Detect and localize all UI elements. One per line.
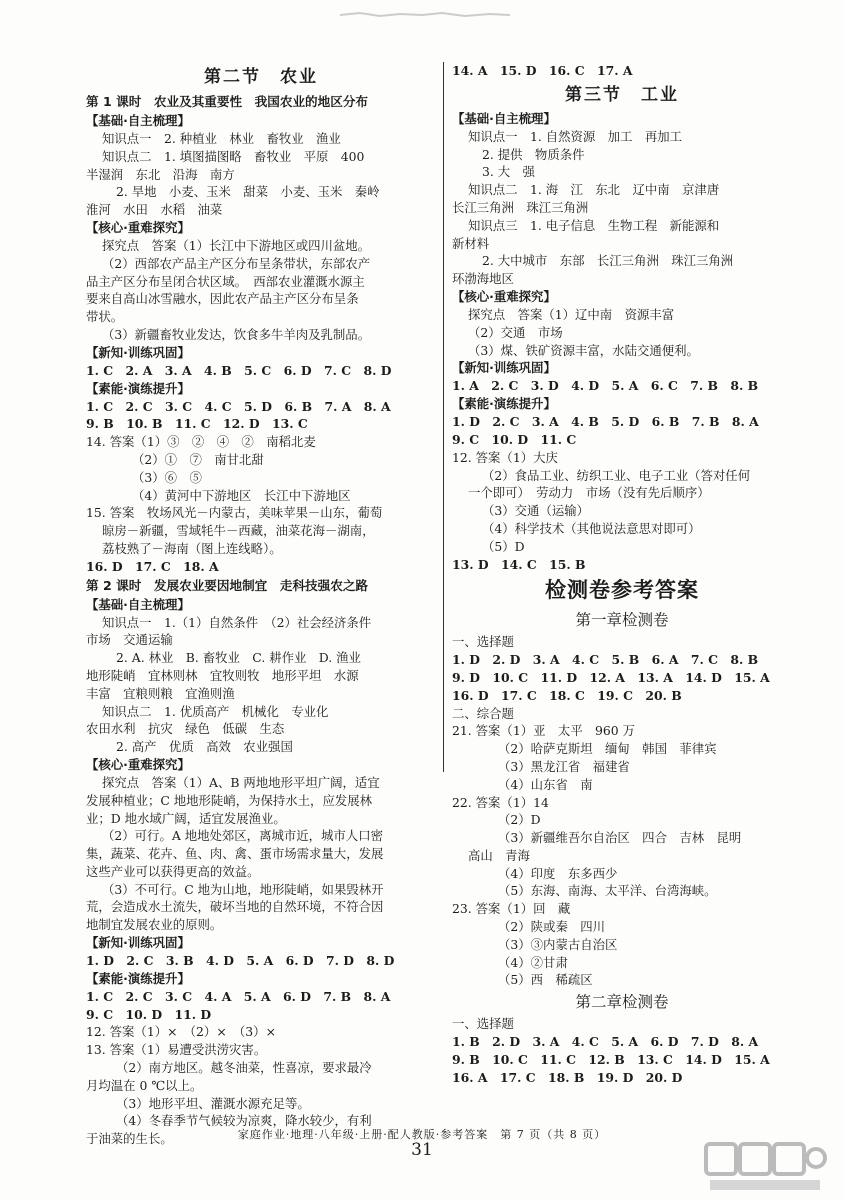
page-number: 31: [411, 1140, 433, 1160]
text-line: （2）食品工业、纺织工业、电子工业（答对任何: [482, 467, 751, 483]
section-heading: 第二章检测卷: [575, 993, 669, 1012]
text-line: （4）冬春季节气候较为凉爽，降水较少，有利: [116, 1113, 372, 1129]
text-line: （5）西 稀疏区: [498, 972, 593, 988]
text-line: （5）东海、南海、太平洋、台湾海峡。: [498, 883, 717, 899]
text-line: 品主产区分布呈闭合状区域。 西部农业灌溉水源主: [86, 273, 365, 289]
text-line: 知识点二 1. 填图描图略 畜牧业 平原 400: [102, 148, 365, 164]
section-heading: 【核心·重难探究】: [86, 756, 190, 772]
answer-line: 1. B 2. D 3. A 4. C 5. A 6. D 7. D 8. A: [452, 1034, 759, 1050]
text-line: （2）交通 市场: [468, 324, 563, 340]
text-line: （3）不可行。C 地为山地，地形陡峭，如果毁林开: [102, 881, 384, 897]
text-line: 于油菜的生长。: [86, 1131, 173, 1147]
text-line: 2. A. 林业 B. 畜牧业 C. 耕作业 D. 渔业: [116, 650, 361, 666]
text-line: 知识点三 1. 电子信息 生物工程 新能源和: [468, 217, 720, 233]
text-line: （3）新疆畜牧业发达，饮食多牛羊肉及乳制品。: [102, 326, 371, 342]
text-line: （2）D: [498, 812, 541, 828]
text-line: （2）南方地区。越冬油菜，性喜凉，要求最冷: [116, 1060, 372, 1076]
answer-line: 14. A 15. D 16. C 17. A: [452, 63, 633, 78]
section-heading: 【素能·演练提升】: [86, 380, 190, 396]
text-line: 知识点二 1. 海 江 东北 辽中南 京津唐: [468, 182, 720, 198]
text-line: 淮河 水田 水稻 油菜: [86, 202, 223, 218]
text-line: 13. 答案（1）易遭受洪涝灾害。: [86, 1042, 267, 1058]
text-line: （3）煤、铁矿资源丰富，水陆交通便利。: [468, 342, 699, 358]
text-line: 地形陡峭 宜林则林 宜牧则牧 地形平坦 水源: [86, 667, 359, 683]
answer-line: 1. C 2. C 3. C 4. C 5. D 6. B 7. A 8. A: [86, 398, 391, 414]
answer-line: 16. D 17. C 18. C 19. C 20. B: [452, 687, 682, 703]
text-line: 2. 大中城市 东部 长江三角洲 珠江三角洲: [482, 253, 734, 269]
text-line: 22. 答案（1）14: [452, 794, 549, 810]
text-line: 探究点 答案（1）长江中下游地区或四川盆地。: [102, 237, 371, 253]
text-line: 发展种植业；C 地地形陡峭，为保持水土，应发展林: [86, 792, 373, 808]
text-line: 要来自高山冰雪融水，因此农产品主产区分布呈条: [86, 291, 359, 307]
text-line: 一、选择题: [452, 1016, 514, 1032]
section-heading: 【新知·训练巩固】: [86, 935, 190, 951]
text-line: 晾房－新疆，雪域牦牛－西藏，油菜花海－湖南，: [102, 523, 375, 539]
text-line: （4）②甘肃: [498, 954, 568, 970]
text-line: 月均温在 0 ℃以上。: [86, 1077, 203, 1093]
text-line: 15. 答案 牧场风光－内蒙古，美味苹果－山东，葡萄: [86, 505, 383, 521]
answer-line: 9. B 10. B 11. C 12. D 13. C: [86, 416, 308, 432]
text-line: 这些产业可以获得更高的效益。: [86, 863, 260, 879]
answer-line: 16. D 17. C 18. A: [86, 558, 219, 574]
right-column: [452, 62, 792, 1086]
text-line: 环渤海地区: [452, 271, 514, 287]
answer-line: 9. C 10. D 11. C: [452, 431, 577, 447]
text-line: 一、选择题: [452, 634, 514, 650]
text-line: 12. 答案（1）大庆: [452, 449, 558, 465]
text-line: 高山 青海: [468, 847, 530, 863]
answer-line: 9. B 10. C 11. C 12. B 13. C 14. D 15. A: [452, 1051, 770, 1067]
section-heading: 【新知·训练巩固】: [452, 360, 556, 376]
section-heading: 检测卷参考答案: [545, 578, 699, 603]
section-heading: 【素能·演练提升】: [86, 970, 190, 986]
text-line: 市场 交通运输: [86, 632, 173, 648]
text-line: 知识点二 1. 优质高产 机械化 专业化: [102, 703, 329, 719]
text-line: 荔枝熟了－海南（图上连线略）。: [102, 540, 282, 556]
text-line: （3）③内蒙古自治区: [498, 936, 618, 952]
text-line: 农田水利 抗灾 绿色 低碳 生态: [86, 721, 285, 737]
section-heading: 【基础·自主梳理】: [86, 596, 190, 612]
text-line: （2）哈萨克斯坦 缅甸 韩国 菲律宾: [498, 741, 717, 757]
section-heading: 【核心·重难探究】: [86, 219, 190, 235]
text-line: 探究点 答案（1）辽中南 资源丰富: [468, 306, 675, 322]
section-heading: 【素能·演练提升】: [452, 396, 556, 412]
page-footer: 家庭作业·地理·八年级·上册·配人教版·参考答案 第 7 页（共 8 页）: [237, 1128, 607, 1141]
text-line: 知识点一 1. 自然资源 加工 再加工: [468, 128, 683, 144]
answer-line: 1. A 2. C 3. D 4. D 5. A 6. C 7. B 8. B: [452, 378, 759, 394]
answer-line: 1. D 2. C 3. B 4. D 5. A 6. D 7. D 8. D: [86, 953, 395, 969]
text-line: 2. 旱地 小麦、玉米 甜菜 小麦、玉米 秦岭: [116, 184, 380, 200]
answer-line: 16. A 17. C 18. B 19. D 20. D: [452, 1069, 683, 1085]
text-line: （5）D: [482, 538, 525, 554]
text-line: （4）黄河中下游地区 长江中下游地区: [132, 487, 351, 503]
section-heading: 第 1 课时 农业及其重要性 我国农业的地区分布: [86, 94, 369, 109]
text-line: 探究点 答案（1）A、B 两地地形平坦广阔，适宜: [102, 774, 380, 790]
answer-line: 1. D 2. D 3. A 4. C 5. B 6. A 7. C 8. B: [452, 652, 759, 668]
text-line: （4）印度 东多西少: [498, 865, 618, 881]
text-line: 2. 提供 物质条件: [482, 146, 585, 162]
answer-line: 1. C 2. C 3. C 4. A 5. A 6. D 7. B 8. A: [86, 988, 391, 1004]
section-heading: 第一章检测卷: [575, 611, 669, 630]
text-line: 半湿润 东北 沿海 南方: [86, 166, 235, 182]
answer-line: 9. D 10. C 11. D 12. A 13. A 14. D 15. A: [452, 669, 770, 685]
text-line: （3）黑龙江省 福建省: [498, 758, 630, 774]
answer-line: 1. C 2. A 3. A 4. B 5. C 6. D 7. C 8. D: [86, 362, 392, 378]
text-line: 荒，会造成水土流失，破坏当地的自然环境，不符合因: [86, 899, 384, 915]
text-line: （3）地形平坦、灌溉水源充足等。: [116, 1095, 310, 1111]
watermark-logo: [700, 1138, 830, 1196]
text-line: 知识点一 1.（1）自然条件 （2）社会经济条件: [102, 614, 372, 630]
section-heading: 第二节 农业: [204, 67, 318, 87]
section-heading: 【新知·训练巩固】: [86, 344, 190, 360]
header-scan-mark: [330, 6, 520, 18]
column-divider: [443, 62, 444, 772]
section-heading: 【基础·自主梳理】: [86, 113, 190, 128]
text-line: 一个即可） 劳动力 市场（没有先后顺序）: [468, 485, 710, 501]
section-heading: 【核心·重难探究】: [452, 288, 556, 304]
text-line: 21. 答案（1）亚 太平 960 万: [452, 723, 636, 739]
text-line: （3）交通（运输）: [482, 503, 590, 519]
text-line: 14. 答案（1）③ ② ④ ② 南稻北麦: [86, 434, 316, 450]
left-column: [86, 62, 436, 1148]
text-line: （3）新疆维吾尔自治区 四合 吉林 昆明: [498, 830, 742, 846]
text-line: （3）⑥ ⑤: [132, 469, 202, 485]
section-heading: 第 2 课时 发展农业要因地制宜 走科技强农之路: [86, 577, 369, 593]
text-line: 知识点一 2. 种植业 林业 畜牧业 渔业: [102, 131, 341, 146]
text-line: 12. 答案（1）× （2）× （3）×: [86, 1024, 276, 1040]
text-line: 2. 高产 优质 高效 农业强国: [116, 739, 293, 755]
text-line: （4）科学技术（其他说法意思对即可）: [482, 520, 701, 536]
text-line: 长江三角洲 珠江三角洲: [452, 199, 589, 215]
text-line: 业；D 地水域广阔，适宜发展渔业。: [86, 810, 286, 826]
text-line: 二、综合题: [452, 705, 514, 721]
text-line: 丰富 宜粮则粮 宜渔则渔: [86, 685, 235, 701]
text-line: （2）可行。A 地地处郊区，离城市近，城市人口密: [102, 828, 383, 844]
answer-line: 9. C 10. D 11. D: [86, 1006, 212, 1022]
text-line: 23. 答案（1）回 藏: [452, 901, 571, 917]
text-line: 集，蔬菜、花卉、鱼、肉、禽、蛋市场需求量大，发展: [86, 846, 384, 862]
answer-line: 1. D 2. C 3. A 4. B 5. D 6. B 7. B 8. A: [452, 414, 759, 430]
text-line: （4）山东省 南: [498, 776, 593, 792]
text-line: 地制宜发展农业的原则。: [86, 917, 223, 933]
answer-line: 13. D 14. C 15. B: [452, 556, 586, 572]
text-line: 新材料: [452, 235, 490, 251]
section-heading: 【基础·自主梳理】: [452, 110, 556, 126]
text-line: 带状。: [86, 309, 124, 325]
section-heading: 第三节 工业: [565, 84, 679, 105]
text-line: （2）西部农产品主产区分布呈条带状，东部农产: [102, 255, 371, 271]
text-line: （2）① ⑦ 南甘北甜: [132, 451, 264, 467]
text-line: 3. 大 强: [482, 164, 535, 180]
text-line: （2）陕或秦 四川: [498, 919, 606, 935]
